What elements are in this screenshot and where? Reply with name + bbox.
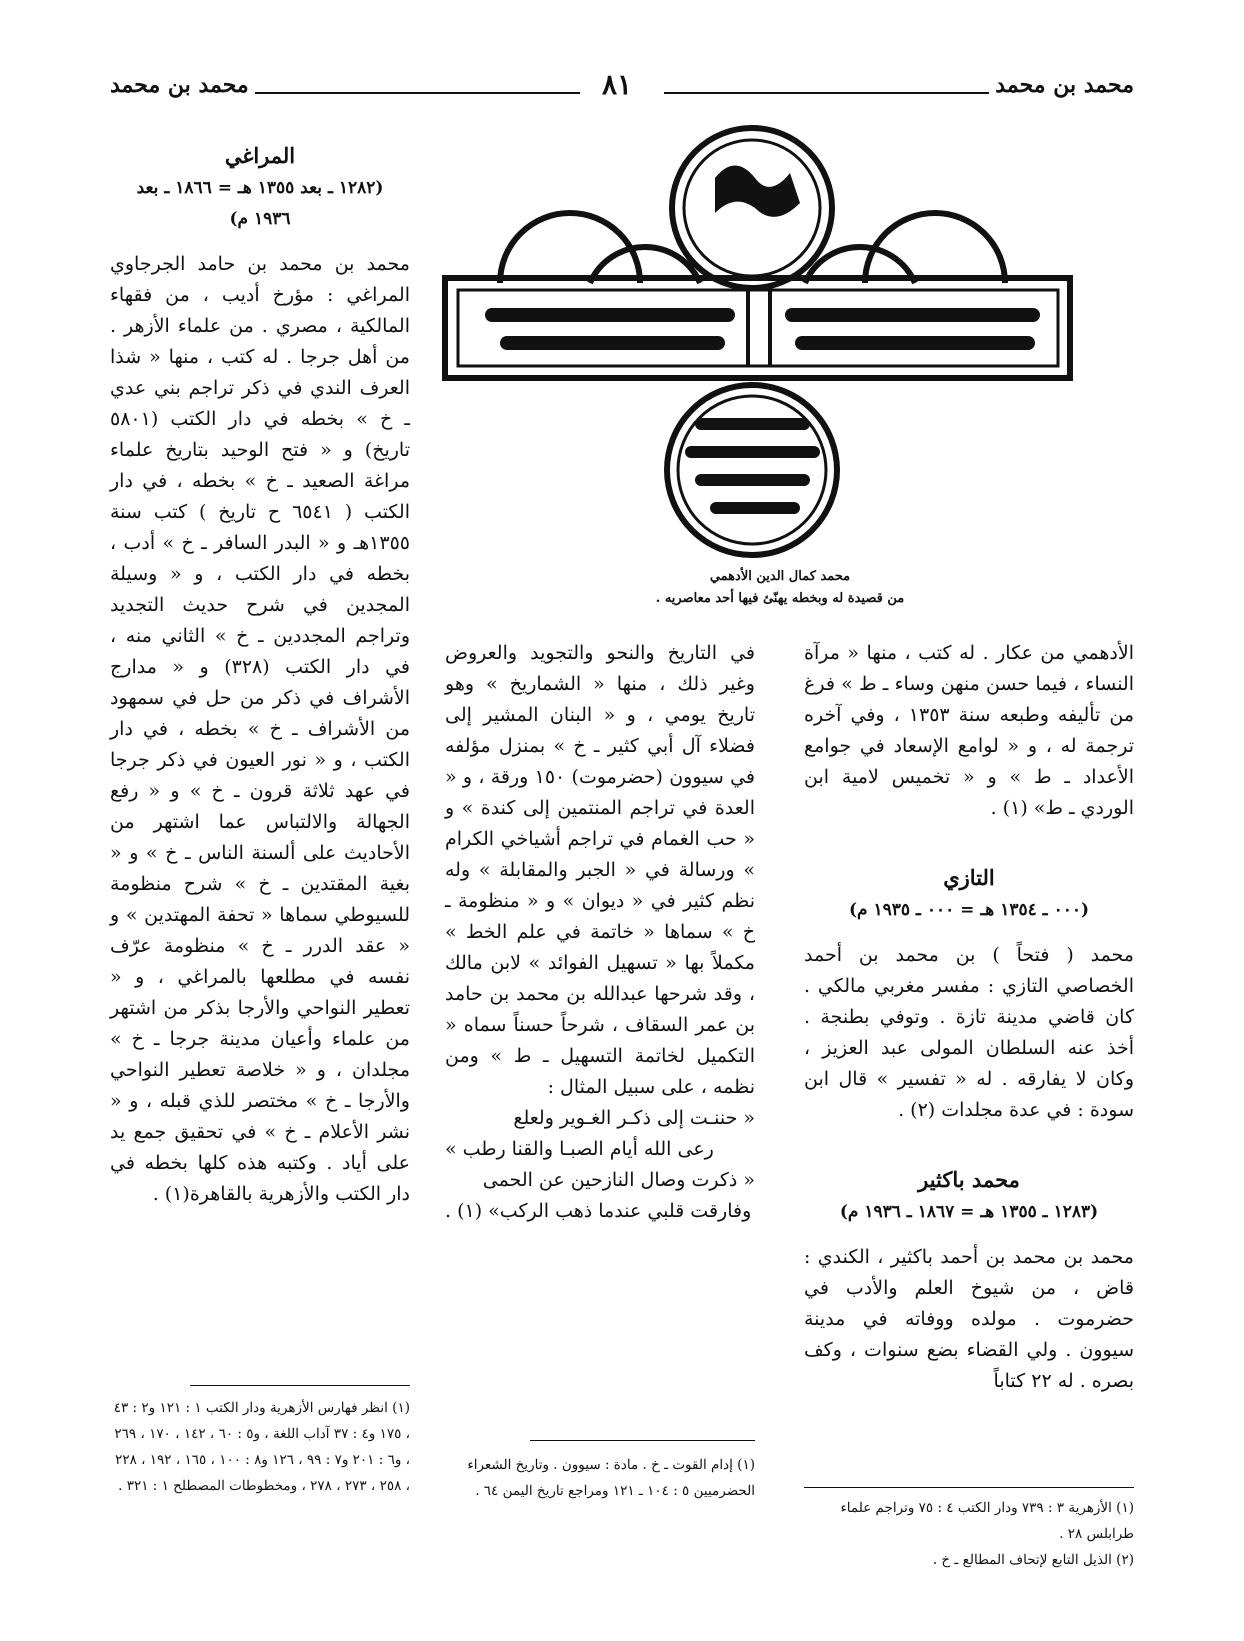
footnotes-left (110, 1395, 410, 1499)
entry-dates-tazi: (٠٠٠ ـ ١٣٥٤ هـ = ٠٠٠ ـ ١٩٣٥ م) (848, 900, 1090, 920)
entry-dates-bakathir: (١٢٨٣ ـ ١٣٥٥ هـ = ١٨٦٧ ـ ١٩٣٦ م) (839, 1202, 1099, 1222)
caption-name: محمد كمال الدين الأدهمي (709, 569, 851, 584)
header-rule-left (255, 92, 580, 94)
running-header-left: محمد بن محمد (110, 72, 249, 98)
caption-note: من قصيدة له وبخطه يهنّئ فيها أحد معاصريه . (655, 591, 905, 606)
header-rule-right (664, 92, 989, 94)
verse-2b: وفارقت قلبي عندما ذهب الركب» (١) . (445, 1200, 752, 1222)
footnote-rule-middle (530, 1440, 755, 1441)
entry-body-maraghi: محمد بن محمد بن حامد الجرجاوي المراغي : مؤرخ أديب ، من فقهاء المالكية ، مصري . من علماء الأزهر . من أهل جرجا . له كتب ، منها « شذا العرف الندي في ذكر تراجم بني عدي ـ خ » بخطه في دار الكتب (٥٨٠١ تاريخ) و « فتح الوحيد بتاريخ علماء مراغة الصعيد ـ خ » بخطه ، في دار الكتب ( ٦٥٤١ ح تاريخ ) كتب سنة ١٣٥٥هـ و « البدر السافر ـ خ » أدب ، بخطه في دار الكتب ، و « وسيلة المجدين في شرح حديث التجديد وتراجم المجددين ـ خ » الثاني منه ، في دار الكتب (٣٢٨) و « مدارج الأشراف في ذكر من حل في سمهود من الأشراف ـ خ » بخطه ، في دار الكتب ، و « نور العيون في ذكر جرجا في عهد ثلاثة قرون ـ خ » و « رفع الجهالة والالتباس عما اشتهر من الأحاديث على ألسنة الناس ـ خ » و « بغية المقتدين ـ خ » شرح منظومة للسيوطي سماها « تحفة المهتدين » و « عقد الدرر ـ خ » منظومة عرّف نفسه في مطلعها بالمراغي ، و « تعطير النواحي والأرجا بذكر من اشتهر من علماء وأعيان مدينة جرجا ـ خ » مجلدان ، و « خلاصة تعطير النواحي والأرجا ـ خ » مختصر للذي قبله ، و « نشر الأعلام ـ خ » في تحقيق جمع يد على أياد . وكتبه هذه كلها بخطه في دار الكتب والأزهرية بالقاهرة(١) . (110, 253, 410, 1205)
verse-2a: « ذكرت وصال النازحين عن الحمى (482, 1169, 755, 1191)
entry-title-maraghi: المراغي (224, 143, 296, 168)
calligraphy-image (440, 118, 1075, 563)
entry-title-tazi: التازي (943, 865, 995, 890)
footnotes-middle (445, 1452, 755, 1504)
entry-body-adhami-cont: الأدهمي من عكار . له كتب ، منها « مرآة النساء ، فيما حسن منهن وساء ـ ط » فرغ من تأليفه وطبعه سنة ١٣٥٣ ، وفي آخره ترجمة له ، و « لوامع الإسعاد في جوامع الأعداد ـ ط » و « تخميس لامية ابن الوردي ـ ط» (١) . (804, 642, 1134, 819)
page-number: ٨١ (602, 68, 633, 101)
footnote-middle-1: (١) إدام القوت ـ خ . مادة : سيوون . وتاريخ الشعراء الحضرميين ٥ : ١٠٤ ـ ١٢١ ومراجع تاريخ اليمن ٦٤ . (467, 1457, 755, 1499)
column-right (804, 638, 1134, 1397)
entry-title-bakathir: محمد باكثير (918, 1167, 1020, 1192)
footnotes-right (804, 1495, 1134, 1573)
verse-1b: رعى الله أيام الصبـا والقنا رطب » (445, 1138, 714, 1160)
footnote-rule-right (804, 1487, 1134, 1488)
footnote-rule-left (190, 1385, 410, 1386)
image-caption (640, 566, 920, 610)
running-header-right: محمد بن محمد (995, 72, 1134, 98)
entry-body-bakathir-cont: في التاريخ والنحو والتجويد والعروض وغير ذلك ، منها « الشماريخ » وهو تاريخ يومي ، و « البنان المشير إلى فضلاء آل أبي كثير ـ خ » بمنزل مؤلفه في سيوون (حضرموت) ١٥٠ ورقة ، و « العدة في تراجم المنتمين إلى كندة » و « حب الغمام في تراجم أشياخي الكرام » ورسالة في « الجبر والمقابلة » وله نظم كثير في « ديوان » و « منظومة ـ خ » سماها « خاتمة في علم الخط » مكملاً بها « تسهيل الفوائد » لابن مالك ، وقد شرحها عبدالله بن محمد بن حامد بن عمر السقاف ، شرحاً حسناً سماه « التكميل لخاتمة التسهيل ـ ط » ومن نظمه ، على سبيل المثال : (445, 642, 755, 1098)
footnote-right-2: (٢) الذيل التابع لإتحاف المطالع ـ خ . (932, 1552, 1134, 1568)
entry-body-bakathir: محمد بن محمد بن أحمد باكثير ، الكندي : قاض ، من شيوخ العلم والأدب في حضرموت . مولده ووفاته في مدينة سيوون . ولي القضاء بضع سنوات ، وكف بصره . له ٢٢ كتاباً (804, 1246, 1134, 1392)
entry-body-tazi: محمد ( فتحاً ) بن محمد بن أحمد الخصاصي التازي : مفسر مغربي مالكي . كان قاضي مدينة تازة . وتوفي بطنجة . أخذ عنه السلطان المولى عبد العزيز ، وكان لا يفارقه . له « تفسير » قال ابن سودة : في عدة مجلدات (٢) . (804, 944, 1134, 1121)
verse-1a: « حننـت إلى ذكـر الغـوير ولعلع (513, 1107, 755, 1129)
dates-line-2: ١٩٣٦ م) (229, 209, 291, 229)
column-middle (445, 638, 755, 1227)
dates-line-1: (١٢٨٢ ـ بعد ١٣٥٥ هـ = ١٨٦٦ ـ بعد (136, 178, 384, 198)
footnote-left-1: (١) انظر فهارس الأزهرية ودار الكتب ١ : ١٢١ و٢ : ٤٣ ، ١٧٥ و٤ : ٣٧ آداب اللغة ، و٥ : ٦٠ ، ١٤٢ ، ١٧٠ ، ٢٦٩ ، و٦ : ٢٠١ و٧ : ٩٩ ، ١٢٦ و٨ : ١٠٠ ، ١٦٥ ، ١٩٢ ، ٢٢٨ ، ٢٥٨ ، ٢٧٣ ، ٢٧٨ ، ومخطوطات المصطلح ١ : ٣٢١ . (113, 1400, 410, 1494)
column-left (110, 140, 410, 1210)
footnote-right-1: (١) الأزهرية ٣ : ٧٣٩ ودار الكتب ٤ : ٧٥ وتراجم علماء طرابلس ٢٨ . (840, 1500, 1134, 1542)
entry-dates-maraghi (110, 173, 410, 235)
